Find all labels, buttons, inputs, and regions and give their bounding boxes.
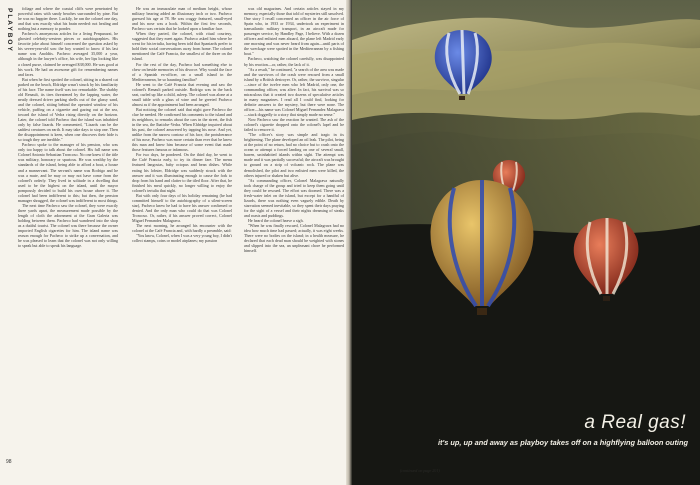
paragraph: The next time Pacheco saw the colonel, they were exactly three yards apart, the measurement made possible by the length of cloth the adornment at the Gran Galeria was holding between them. Pacheco had wandered into the shop as a dutiful tourist. The colonel was there because the owner imported English cigarettes for him. The island name was reason enough for Pacheco to strike up a conversation, and he was pleased to learn that the colonel was not only willing to speak but able to speak his language.: [18, 202, 118, 249]
paragraph: was old magazines. And certain articles stayed in my memory, especially those that told of mysteries still unsolved. One story I recall concerned an officer in the air force of Spain who, in 1933 or 1934, undertook an experiment in transatlantic military transport, in an aircraft made for passenger service, by Handley Page, I believe. With a dozen officers and enlisted men aboard, the plane left Madrid early one morning and was never heard from again—until parts of the wreckage were spotted in the Mediterranean by a fishing boat.": [244, 6, 344, 57]
paragraph: foliage and where the coastal cliffs were penetrated by powerful rains with sandy beaches surrounded by pine. But he was no happier there. Luckily, he ran the colonel one day, and that was exactly what his brain needed: not healing and nothing but a memory to ponder.: [18, 6, 118, 32]
continued-note: (continued on page 201): [400, 468, 440, 473]
paragraph: "As a result," he continued, "a search of the area was made and the survivors of the crash were rescued from a small island by a British destroyer. Or, rather, the survivor, singular—since of the twelve men who left Madrid, only one, the commanding officer, was alive. In fact, his survival was so miraculous that it created two dozens of speculative articles in many magazines. I read all I could find, looking for definite answers to the mystery, but there were none. The officer—his name was Colonel Miguel Fernandez Malagrava—stuck doggedly to a story that simply made no sense.": [244, 66, 344, 117]
paragraph: He was an immaculate man of medium height, whose military bearing added an illusionary inch or two. Pacheco guessed his age at 78. He was craggy featured, small-eyed and his nose was a hook. Within the first few seconds, Pacheco was certain that he looked upon a familiar face.: [132, 6, 232, 32]
paragraph: Now Pacheco saw the reaction he wanted. The ash of the colonel's cigarette dropped onto the colonel's lapel and he failed to remove it.: [244, 117, 344, 133]
paragraph: But when he first spotted the colonel, sitting in a shared cat parked on the beach, Eldridge wasn't struck by his familiarity of his face. The name itself was too remarkable. The shabby old Renault, its tires threatened by the lapping water, the neatly dressed driver parking shells out of the glassy sand, and the colonel, sitting behind the operated window of his vehicle, puffing on a cigarette and gazing out at the sea, toward the island of Vedra rising directly on the horizon. Later, the colonel told Pacheco that the island was inhabited only by false lizards. He commented, "Lizards can be the saddest creatures on earth. It may take days to stop one. Then the disappointment is keen, when one discovers their hide is so tough they are inedible.": [18, 76, 118, 143]
paragraph: He went to the Café Francia that evening and saw the colonel's Renault parked outside. Rodrigo was in the back seat, curled up like a child, asleep. The colonel was alone at a small table with a glass of wine and he greeted Pacheco almost as if the appointment had been arranged.: [132, 81, 232, 107]
text-column-2: [132, 6, 232, 461]
paragraph: When they parted, the colonel, with ritual courtesy, suggested that they meet again. Pacheco asked him where he went for his tertulia, having been told that Spaniards prefer to hold their social conversations away from home. The colonel mentioned the Café Francia, the smallest of the three on the island.: [132, 31, 232, 62]
paragraph: But noticing the colonel said that night gave Pacheco the clue he needed. He confirmed his comments to the island and its neighbors, to remarks about the cars in the street, the fish in the sea, the Ibatiche-Vedra. When Eldridge inquired about his past, the colonel answered by tapping his nose. And yet, unlike from the narrow contour of his face, the protuberance of his nose, Pacheco was more certain than ever that he knew this man and knew him because of some event that made those features famous or infamous.: [132, 106, 232, 153]
section-label: [3, 8, 13, 78]
text-column-4-overlay: [360, 6, 462, 476]
paragraph: "When he was finally rescued, Colonel Malagrava had no idea how much time had passed; actually, it was eight weeks. There were no bodies on the island; in a health measure, he declared that each dead man should be weighted with stones and slipped into the sea, an unpleasant chore he performed himself.: [244, 223, 344, 254]
page-number: 98: [6, 459, 12, 465]
paragraph: Pacheco's anonymous articles for a living Penparazzi, he ghosted celebrity-western pieces or autobiographies. His favorite joke about himself concerned the question asked by his seven-year-old son: the boy wanted to know if his last name was Anoldtis. Pacheco averaged 35,000 a year, although in the lawyer's office, his wife, her lips looking like a closed purse, claimed he averaged $38,000. He was good at his work. He had an awesome gift for remembering names and faces.: [18, 31, 118, 77]
headline: a Real gas!: [584, 412, 686, 433]
paragraph: "You know, Colonel, when I was a very young boy, I didn't collect stamps, coins or model airplanes; my passion: [132, 233, 232, 244]
section-label-text: PLAYBOY: [6, 8, 13, 53]
paragraph: Pacheco, watching the colonel carefully, was disappointed by his reaction—or, rather, the lack of it.: [244, 56, 344, 67]
paragraph: "The officer's story was simple and tragic in its brightening. The plane developed an oil leak. The pilot, being at the point of no return, had no choice but to crash onto the ocean or attempt a forced landing on one of several small, barren, uninhabited islands within sight. The attempt was made and it was partially successful; the aircraft was brought to ground on a strip of volcanic rock. The plane was demolished, the pilot and two enlisted men were killed, the others injured or shaken but alive.: [244, 132, 344, 178]
paragraph: The next morning, he arranged his encounter with the colonel at the Café Francia and, with hardly a preamble, said:: [132, 223, 232, 234]
text-column-3: [244, 6, 344, 461]
paragraph: Pacheco spoke to the manager of his pension, who was only too happy to talk about the colonel. His full name was Colonel Antonio Sebastian Troncoso. No one knew if the title was military, honorary or spurious. He was wealthy by the standards of the island, being able to afford a boat, a house and a manservant. The servant's name was Rodrigo and he was a mute, and he may or may not have come from the colonel's orderly. They lived in solitude in a dwelling that used to be the highest on the island, until the mayor pompously decided to build his own house above it. The colonel had been indifferent to this; but then, the pension manager shrugged, the colonel was indifferent to most things.: [18, 142, 118, 203]
paragraph: "As commanding officer, Colonel Malagrava naturally took charge of the group and tried to keep them going until they could be rescued. The effort was doomed. There was a fresh-water inlet on the island, but except for a handful of lizards, there was nothing even vaguely edible. Death by starvation seemed inevitable, so they spent their days praying for the sight of a vessel and their nights dreaming of steaks and roasts and puddings.: [244, 177, 344, 218]
paragraph: For the rest of the day, Pacheco had something else to chew on beside memories of his divorce. Why would the face of a Spanish ex-officer, on a small island in the Mediterranean, be so haunting familiar?: [132, 61, 232, 82]
text-column-1: [18, 6, 118, 461]
paragraph: But with only four days of his holiday remaining (he had committed himself to the autobiography of a silent-screen star), Pacheco knew he had to have his answer confirmed or denied. And the only man who could do that was Colonel Troncoso. Or, rather, if his answer proved correct, Colonel Miguel Fernandez Malagrava.: [132, 192, 232, 223]
paragraph: He heard the colonel heave a sigh.: [248, 217, 304, 223]
subhead: it's up, up and away as playboy takes off on a highflying balloon outing: [437, 438, 688, 447]
paragraph: For two days, he pondered. On the third day, he went to the Café Francia early, to try its dinner fare. The menu featured langostas, baby octopus and bean dishes. While eating his lobster, Eldridge was suddenly struck with the answer and it was illuminating enough to cause the fork to drop from his hand and clatter to the tiled floor. After that, he finished his meal quickly, no longer willing to enjoy the colonel's tertulia that night.: [132, 152, 232, 193]
